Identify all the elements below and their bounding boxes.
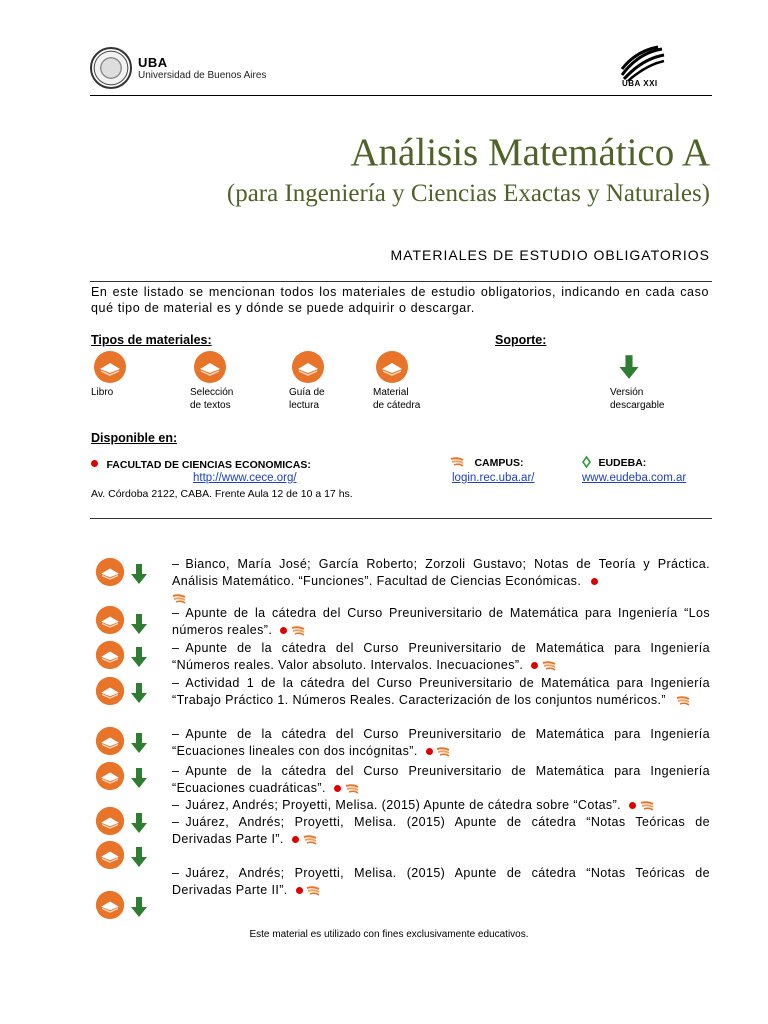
facultad-red-dot-icon (296, 887, 303, 894)
campus-icon (172, 594, 186, 604)
uba-seal-logo (90, 47, 132, 89)
facultad-red-dot-icon (531, 662, 538, 669)
list-divider (90, 518, 712, 519)
book-icon (93, 350, 127, 384)
course-material-icon (95, 761, 125, 791)
facultad-name: FACULTAD DE CIENCIAS ECONOMICAS: (106, 459, 311, 471)
list-item-text: Juárez, Andrés; Proyetti, Melisa. (2015) Apunte de cátedra “Notas Teóricas de Derivadas Parte I”. (172, 815, 710, 846)
facultad-red-dot-icon (280, 627, 287, 634)
course-material-icon (95, 726, 125, 756)
types-heading: Tipos de materiales: (91, 333, 212, 347)
type-label-selection: Selección de textos (190, 387, 234, 411)
download-icon (130, 613, 148, 635)
campus-icon (306, 886, 320, 896)
eudeba-link[interactable]: www.eudeba.com.ar (582, 472, 687, 484)
eudeba-heading (582, 453, 646, 471)
campus-icon (542, 661, 556, 671)
download-icon (618, 354, 640, 380)
download-icon (130, 896, 148, 918)
course-material-icon (95, 557, 125, 587)
list-item-text: Bianco, María José; García Roberto; Zorzoli Gustavo; Notas de Teoría y Práctica. Análisis Matemático. “Funciones”. Facultad de Ciencias Económicas. (172, 557, 710, 588)
course-material-icon (375, 350, 409, 384)
list-item-text: Apunte de la cátedra del Curso Preuniversitario de Matemática para Ingeniería “Ecuaciones lineales con dos incógnitas”. (172, 727, 710, 758)
uba-logo-title: UBA (138, 55, 168, 70)
list-item-text: Apunte de la cátedra del Curso Preuniversitario de Matemática para Ingeniería “Los números reales”. (172, 606, 710, 637)
footer-note: Este material es utilizado con fines exclusivamente educativos. (249, 929, 529, 940)
type-label-material: Material de cátedra (373, 387, 421, 411)
campus-link[interactable]: login.rec.uba.ar/ (452, 472, 535, 484)
list-item-text: Apunte de la cátedra del Curso Preuniversitario de Matemática para Ingeniería “Ecuaciones cuadráticas”. (172, 764, 710, 795)
list-item: – Actividad 1 de la cátedra del Curso Preuniversitario de Matemática para Ingeniería “Trabajo Práctico 1. Números Reales. Caracterización de los conjuntos numéricos.” (172, 676, 710, 707)
list-item: – Juárez, Andrés; Proyetti, Melisa. (2015) Apunte de cátedra “Notas Teóricas de Derivadas Parte II”. (172, 866, 710, 897)
download-icon (130, 767, 148, 789)
list-item-text: Juárez, Andrés; Proyetti, Melisa. (2015) Apunte de cátedra sobre “Cotas”. (185, 798, 622, 812)
intro-paragraph: En este listado se mencionan todos los materiales de estudio obligatorios, indicando en cada caso qué tipo de material es y dónde se puede adquirir o descargar. (91, 285, 709, 315)
text-selection-icon (193, 350, 227, 384)
type-label-book: Libro (91, 387, 114, 398)
list-item-text: Apunte de la cátedra del Curso Preuniversitario de Matemática para Ingeniería “Números reales. Valor absoluto. Intervalos. Inecuaciones”. (172, 641, 710, 672)
list-item: – Juárez, Andrés; Proyetti, Melisa. (2015) Apunte de cátedra sobre “Cotas”. (172, 797, 710, 814)
page-subtitle: (para Ingeniería y Ciencias Exactas y Naturales) (226, 180, 710, 207)
page-title: Análisis Matemático A (350, 131, 710, 174)
list-item: – Apunte de la cátedra del Curso Preuniversitario de Matemática para Ingeniería “Números reales. Valor absoluto. Intervalos. Inecuaciones”. (172, 641, 710, 672)
facultad-red-dot-icon (591, 578, 598, 585)
course-material-icon (95, 840, 125, 870)
download-icon (130, 563, 148, 585)
campus-icon (345, 784, 359, 794)
facultad-address: Av. Córdoba 2122, CABA. Frente Aula 12 de 10 a 17 hs. (91, 488, 353, 500)
eudeba-name: EUDEBA: (598, 457, 647, 469)
course-material-icon (95, 676, 125, 706)
campus-icon (291, 626, 305, 636)
campus-icon (303, 835, 317, 845)
section-divider (90, 281, 712, 282)
campus-name: CAMPUS: (474, 457, 524, 469)
list-item-text: Juárez, Andrés; Proyetti, Melisa. (2015) Apunte de cátedra “Notas Teóricas de Derivadas Parte II”. (172, 866, 710, 897)
list-item: – Apunte de la cátedra del Curso Preuniversitario de Matemática para Ingeniería “Los números reales”. (172, 606, 710, 637)
list-item: – Bianco, María José; García Roberto; Zorzoli Gustavo; Notas de Teoría y Práctica. Análisis Matemático. “Funciones”. Facultad de Ciencias Económicas. (172, 556, 710, 607)
download-icon (130, 732, 148, 754)
download-icon (130, 846, 148, 868)
support-label-download: Versión descargable (610, 387, 665, 411)
eudeba-diamond-icon (582, 456, 591, 468)
header-divider (90, 95, 712, 96)
list-item: – Apunte de la cátedra del Curso Preuniversitario de Matemática para Ingeniería “Ecuaciones lineales con dos incógnitas”. (172, 727, 710, 758)
support-heading: Soporte: (495, 333, 547, 347)
facultad-red-dot-icon (334, 785, 341, 792)
campus-icon (450, 457, 464, 467)
facultad-red-dot-icon (629, 802, 636, 809)
type-label-guide: Guía de lectura (289, 387, 325, 411)
section-title: MATERIALES DE ESTUDIO OBLIGATORIOS (390, 247, 710, 263)
download-icon (130, 646, 148, 668)
facultad-red-dot-icon (292, 836, 299, 843)
campus-icon (676, 696, 690, 706)
available-heading: Disponible en: (91, 431, 178, 445)
reading-guide-icon (291, 350, 325, 384)
facultad-red-dot-icon (91, 460, 98, 467)
facultad-heading (91, 455, 311, 473)
facultad-red-dot-icon (426, 748, 433, 755)
course-material-icon (95, 806, 125, 836)
list-item-text: Actividad 1 de la cátedra del Curso Preuniversitario de Matemática para Ingeniería “Trabajo Práctico 1. Números Reales. Caracterización de los conjuntos numéricos.” (172, 676, 710, 707)
list-item: – Apunte de la cátedra del Curso Preuniversitario de Matemática para Ingeniería “Ecuaciones cuadráticas”. (172, 764, 710, 795)
uba-logo-subtitle: Universidad de Buenos Aires (138, 70, 267, 81)
download-icon (130, 682, 148, 704)
course-material-icon (95, 890, 125, 920)
campus-icon (640, 801, 654, 811)
course-material-icon (95, 605, 125, 635)
campus-icon (436, 747, 450, 757)
facultad-link[interactable]: http://www.cece.org/ (193, 472, 297, 484)
uba21-logo-text: UBA XXI (622, 79, 658, 88)
download-icon (130, 812, 148, 834)
list-item: – Juárez, Andrés; Proyetti, Melisa. (2015) Apunte de cátedra “Notas Teóricas de Derivadas Parte I”. (172, 815, 710, 846)
course-material-icon (95, 640, 125, 670)
campus-heading (450, 453, 523, 471)
